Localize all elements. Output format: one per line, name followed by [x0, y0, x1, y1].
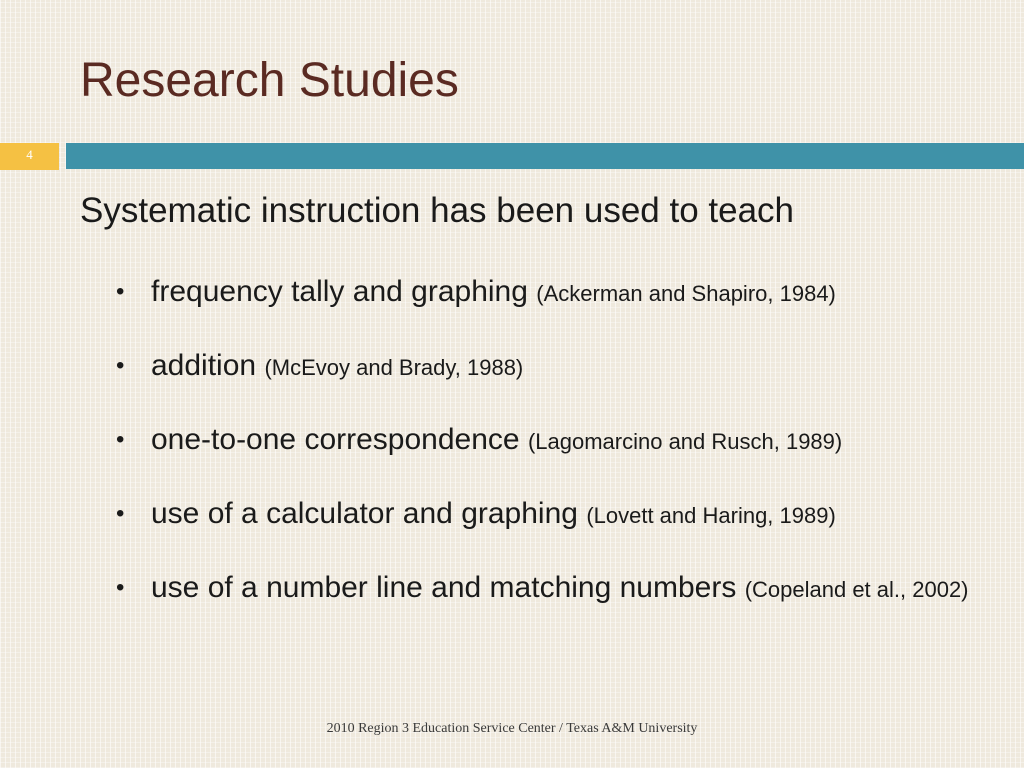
bullet-dot-icon: •	[116, 574, 125, 601]
bullet-text: one-to-one correspondence	[151, 423, 520, 456]
bullet-item	[116, 346, 996, 385]
bullet-text: frequency tally and graphing	[151, 275, 528, 308]
bullet-text: use of a number line and matching numbers	[151, 571, 737, 604]
bullet-citation: (Ackerman and Shapiro, 1984)	[536, 281, 836, 306]
bullet-item	[116, 568, 996, 607]
slide-number-badge: 4	[0, 143, 59, 170]
slide-footer: 2010 Region 3 Education Service Center / Texas A&M University	[326, 721, 698, 736]
bullet-list	[116, 272, 996, 642]
slide-title: Research Studies	[80, 54, 459, 107]
bullet-dot-icon: •	[116, 278, 125, 305]
bullet-item	[116, 272, 996, 311]
bullet-text: use of a calculator and graphing	[151, 497, 578, 530]
bullet-citation: (Lagomarcino and Rusch, 1989)	[527, 429, 843, 454]
lead-text: Systematic instruction has been used to teach	[80, 191, 795, 230]
bullet-citation: (Copeland et al., 2002)	[744, 577, 969, 602]
bullet-citation: (McEvoy and Brady, 1988)	[264, 355, 524, 380]
bullet-citation: (Lovett and Haring, 1989)	[586, 503, 836, 528]
header-divider-bar	[66, 143, 1024, 169]
bullet-item	[116, 494, 996, 533]
bullet-item	[116, 420, 996, 459]
bullet-dot-icon: •	[116, 352, 125, 379]
bullet-dot-icon: •	[116, 426, 125, 453]
bullet-dot-icon: •	[116, 500, 125, 527]
bullet-text: addition	[151, 349, 257, 382]
